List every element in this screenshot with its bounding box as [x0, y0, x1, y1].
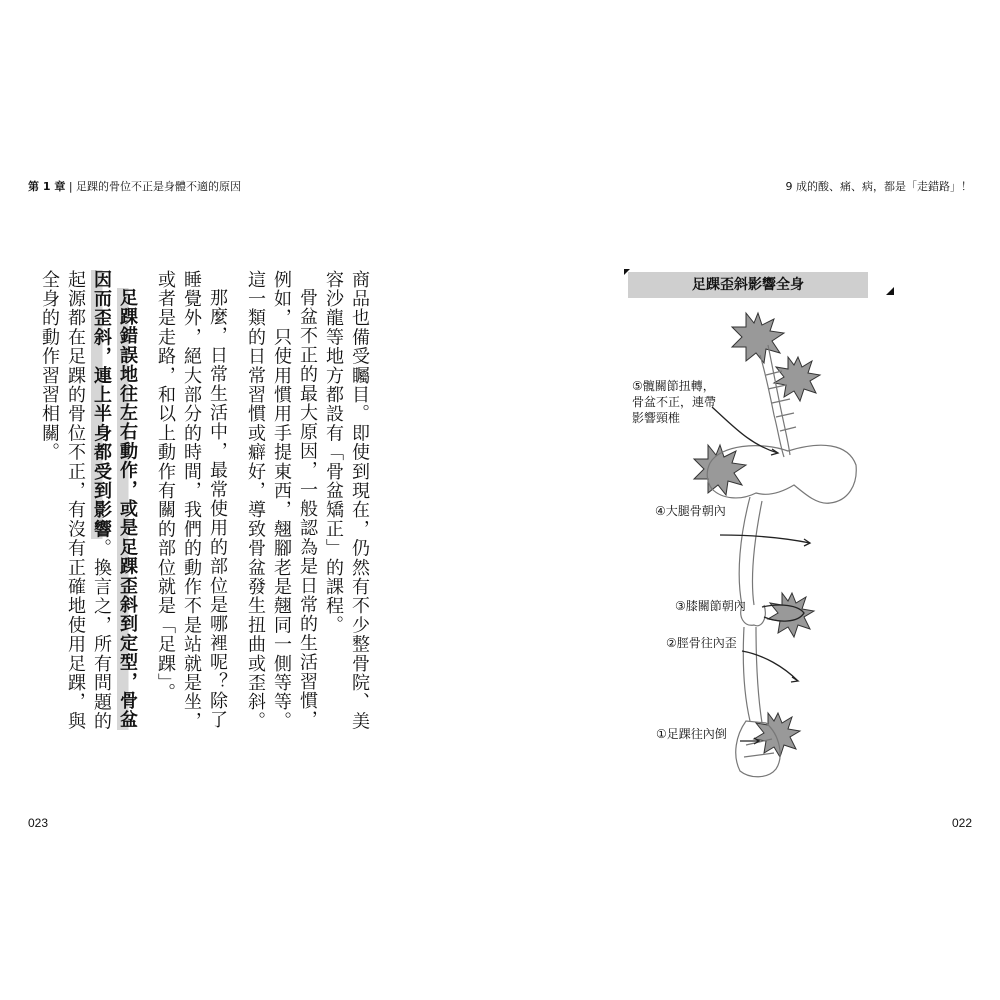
highlighted-statement: 足踝錯誤地往左右動作，或是足踝歪斜到定型，骨盆因而歪斜，連上半身都受到影響	[91, 270, 138, 730]
paragraph-2: 骨盆不正的最大原因，一般認為是日常的生活習慣，例如，只使用慣用手提東西，翹腳老是翹同一側等等。這一類的日常習慣或癖好，導致骨盆發生扭曲或歪斜。	[245, 270, 318, 731]
running-head-left	[28, 178, 241, 194]
running-head-separator: |	[68, 180, 73, 193]
title-corner-mark-bottom	[886, 287, 894, 295]
paragraph-4-rest: 。換言之，所有問題的起源都在足踝的骨位不正，有沒有正確地使用足踝，與全身的動作習習相關。	[39, 270, 112, 731]
chapter-number: 第 1 章	[28, 180, 66, 193]
pain-starburst-hip	[694, 445, 746, 495]
callout-knee: ③膝關節朝內	[675, 599, 746, 613]
page-number-left: 023	[28, 816, 49, 830]
right-page	[500, 0, 1000, 1000]
callout-5-line-2: 骨盆不正，連帶	[632, 395, 717, 409]
callout-tibia: ②脛骨往內歪	[666, 636, 737, 650]
body-text	[39, 270, 372, 740]
page-number-right: 022	[951, 816, 972, 830]
callout-hip-joint	[632, 378, 716, 426]
pain-starburst-knee	[768, 593, 814, 637]
running-head-right: 9 成的酸、痛、病，都是「走錯路」！	[785, 180, 972, 193]
chapter-title: 足踝的骨位不正是身體不適的原因	[76, 180, 242, 193]
callout-femur: ④大腿骨朝內	[655, 504, 726, 518]
paragraph-1: 商品也備受矚目。即使到現在，仍然有不少整骨院、美容沙龍等地方都設有「骨盆矯正」的課程。	[323, 270, 370, 731]
figure-title: 足踝歪斜影響全身	[628, 272, 868, 298]
pain-starburst-neck	[732, 313, 784, 363]
paragraph-4	[36, 270, 140, 740]
skeleton-lines	[707, 345, 856, 777]
callout-5-line-1: ⑤髖關節扭轉，	[632, 379, 715, 393]
paragraph-3: 那麼，日常生活中，最常使用的部位是哪裡呢？除了睡覺外，絕大部分的時間，我們的動作不是站就是坐，或者是走路，和以上動作有關的部位就是「足踝」。	[155, 270, 228, 731]
callout-5-line-3: 影響頸椎	[632, 411, 681, 425]
callout-ankle: ①足踝往內倒	[656, 727, 727, 741]
pain-starburst-spine	[774, 357, 820, 401]
